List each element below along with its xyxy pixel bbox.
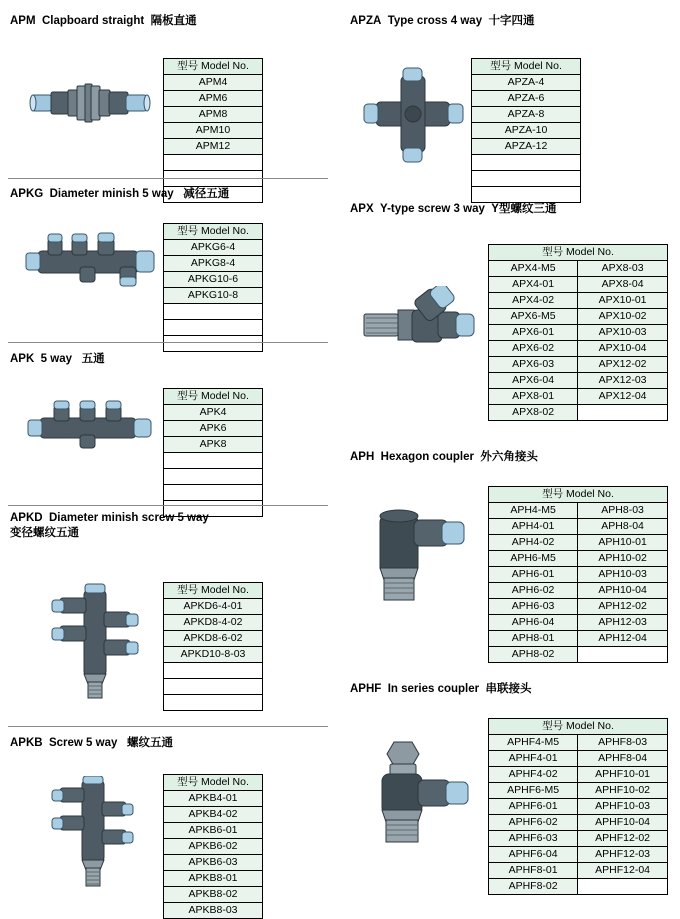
table-cell: APX10-04: [578, 341, 668, 357]
section-apx: [340, 200, 680, 416]
table-cell: APH4-01: [489, 519, 578, 535]
section-apk: [0, 350, 340, 511]
section-title-en: 5 way: [40, 353, 72, 365]
table-cell: APHF6-02: [489, 815, 578, 831]
table-cell: APHF6-M5: [489, 783, 578, 799]
table-cell: APX6-02: [489, 341, 578, 357]
section-title-cn: 隔板直通: [150, 15, 197, 27]
section-code: APHF: [350, 683, 382, 695]
table-cell: APH6-02: [489, 583, 578, 599]
section-divider: [8, 726, 328, 727]
table-cell: APH12-04: [578, 631, 668, 647]
table-row: APM8: [164, 107, 263, 123]
table-cell: APX10-01: [578, 293, 668, 309]
section-title-en: Diameter minish screw 5 way: [48, 512, 209, 524]
table-cell: APH6-01: [489, 567, 578, 583]
section-title-cn: 十字四通: [488, 15, 535, 27]
table-cell: APH4-02: [489, 535, 578, 551]
product-image-apza: [360, 66, 470, 166]
section-code: APK: [10, 353, 35, 365]
table-row: [164, 663, 263, 679]
table-cell: APX10-02: [578, 309, 668, 325]
table-cell: APHF6-04: [489, 847, 578, 863]
product-image-apx: [356, 286, 486, 366]
section-title-apk: [0, 350, 340, 366]
table-header: 型号 Model No.: [489, 245, 668, 261]
table-cell: APH10-04: [578, 583, 668, 599]
section-code: APKD: [10, 512, 43, 524]
table-cell: APH12-02: [578, 599, 668, 615]
section-code: APX: [350, 203, 374, 215]
table-cell: [578, 405, 668, 421]
table-cell: APH8-04: [578, 519, 668, 535]
table-header: 型号 Model No.: [164, 775, 263, 791]
section-title-aphf: [340, 680, 680, 696]
model-table-apkg: [163, 223, 263, 352]
table-cell: APH8-01: [489, 631, 578, 647]
section-title-apza: [340, 12, 680, 28]
section-aph: [340, 448, 680, 664]
table-row: APKB4-02: [164, 807, 263, 823]
table-header: 型号 Model No.: [489, 719, 668, 735]
table-cell: APH6-04: [489, 615, 578, 631]
product-image-apm: [26, 68, 156, 138]
model-table-aphf: [488, 718, 668, 895]
table-row: APKB6-01: [164, 823, 263, 839]
section-title-cn: 串联接头: [485, 683, 532, 695]
section-title-aph: [340, 448, 680, 464]
table-row: APKG10-6: [164, 272, 263, 288]
table-cell: APX4-01: [489, 277, 578, 293]
table-row: APKG6-4: [164, 240, 263, 256]
model-table-apk: [163, 388, 263, 517]
table-cell: APX10-03: [578, 325, 668, 341]
table-cell: APX6-M5: [489, 309, 578, 325]
section-divider: [8, 178, 328, 179]
table-cell: APHF8-03: [578, 735, 668, 751]
table-cell: [578, 647, 668, 663]
product-image-apkg: [20, 229, 160, 299]
section-apkg: [0, 185, 340, 351]
table-cell: APH10-02: [578, 551, 668, 567]
table-cell: APHF10-04: [578, 815, 668, 831]
table-row: APKD8-4-02: [164, 615, 263, 631]
section-title-apx: [340, 200, 680, 216]
table-row: [164, 485, 263, 501]
model-table-apkb: [163, 774, 263, 919]
table-row: APZA-10: [472, 123, 581, 139]
section-title-apkb: [0, 734, 340, 750]
product-image-apkb: [44, 776, 154, 896]
table-cell: APH10-03: [578, 567, 668, 583]
table-header: 型号 Model No.: [164, 389, 263, 405]
table-cell: APHF12-04: [578, 863, 668, 879]
section-title-cn: 螺纹五通: [126, 737, 173, 749]
table-row: APKB6-02: [164, 839, 263, 855]
section-title-en: In series coupler: [387, 683, 480, 695]
section-title-apkd: [0, 512, 340, 540]
section-title-cn: 外六角接头: [480, 451, 538, 463]
table-cell: APH6-03: [489, 599, 578, 615]
table-cell: APHF4-02: [489, 767, 578, 783]
table-cell: APHF12-03: [578, 847, 668, 863]
table-cell: APHF6-03: [489, 831, 578, 847]
table-row: [164, 304, 263, 320]
table-cell: APHF10-02: [578, 783, 668, 799]
table-cell: APX8-03: [578, 261, 668, 277]
table-cell: APH8-03: [578, 503, 668, 519]
table-cell: APH10-01: [578, 535, 668, 551]
section-divider: [8, 505, 328, 506]
table-cell: APX6-01: [489, 325, 578, 341]
product-image-apk: [24, 396, 154, 461]
table-cell: APX8-02: [489, 405, 578, 421]
table-cell: APHF4-M5: [489, 735, 578, 751]
table-row: [164, 469, 263, 485]
table-row: [472, 171, 581, 187]
table-row: APKG8-4: [164, 256, 263, 272]
table-row: APKD10-8-03: [164, 647, 263, 663]
table-row: [164, 155, 263, 171]
table-cell: APX8-04: [578, 277, 668, 293]
section-code: APKB: [10, 737, 43, 749]
table-cell: APX6-03: [489, 357, 578, 373]
section-code: APKG: [10, 188, 44, 200]
section-apza: [340, 12, 680, 188]
section-title-en: Clapboard straight: [41, 15, 145, 27]
section-title-cn: Y型螺纹三通: [491, 203, 557, 215]
table-cell: APHF12-02: [578, 831, 668, 847]
section-aphf: [340, 680, 680, 892]
table-cell: APH8-02: [489, 647, 578, 663]
table-cell: APHF6-01: [489, 799, 578, 815]
table-cell: APHF8-01: [489, 863, 578, 879]
table-row: APM6: [164, 91, 263, 107]
product-image-aph: [364, 504, 484, 604]
table-row: APZA-12: [472, 139, 581, 155]
table-cell: APX6-04: [489, 373, 578, 389]
table-row: APK4: [164, 405, 263, 421]
table-row: APK8: [164, 437, 263, 453]
table-cell: APHF10-03: [578, 799, 668, 815]
table-row: APKB8-02: [164, 887, 263, 903]
table-header: 型号 Model No.: [164, 224, 263, 240]
section-title-apkg: [0, 185, 340, 201]
table-row: APKD6-4-01: [164, 599, 263, 615]
table-row: APM12: [164, 139, 263, 155]
table-cell: APH4-M5: [489, 503, 578, 519]
table-row: APM4: [164, 75, 263, 91]
table-row: APK6: [164, 421, 263, 437]
section-apkb: [0, 734, 340, 916]
table-row: [164, 320, 263, 336]
table-header: 型号 Model No.: [489, 487, 668, 503]
table-row: APZA-8: [472, 107, 581, 123]
table-cell: APX12-02: [578, 357, 668, 373]
table-header: 型号 Model No.: [164, 583, 263, 599]
model-table-apkd: [163, 582, 263, 711]
table-header: 型号 Model No.: [472, 59, 581, 75]
section-title-en: Screw 5 way: [48, 737, 118, 749]
table-cell: APX4-M5: [489, 261, 578, 277]
table-row: APKD8-6-02: [164, 631, 263, 647]
model-table-apza: [471, 58, 581, 203]
model-table-apm: [163, 58, 263, 203]
product-image-apkd: [40, 582, 160, 702]
table-cell: APX12-04: [578, 389, 668, 405]
table-row: [164, 453, 263, 469]
table-header: 型号 Model No.: [164, 59, 263, 75]
section-title-en: Y-type screw 3 way: [380, 203, 485, 215]
table-cell: APHF8-02: [489, 879, 578, 895]
section-title-en: Type cross 4 way: [387, 15, 483, 27]
model-table-aph: [488, 486, 668, 663]
table-row: APZA-4: [472, 75, 581, 91]
table-cell: APH6-M5: [489, 551, 578, 567]
table-row: APKB6-03: [164, 855, 263, 871]
table-cell: APHF4-01: [489, 751, 578, 767]
table-row: APKB8-03: [164, 903, 263, 919]
table-row: [472, 155, 581, 171]
table-cell: APX8-01: [489, 389, 578, 405]
table-cell: APHF8-04: [578, 751, 668, 767]
table-cell: APX4-02: [489, 293, 578, 309]
section-title-cn: 减径五通: [183, 188, 230, 200]
table-row: APKB4-01: [164, 791, 263, 807]
table-row: APM10: [164, 123, 263, 139]
table-cell: APX12-03: [578, 373, 668, 389]
product-image-aphf: [364, 736, 484, 846]
section-code: APZA: [350, 15, 382, 27]
table-row: APKB8-01: [164, 871, 263, 887]
table-row: APZA-6: [472, 91, 581, 107]
table-cell: APH12-03: [578, 615, 668, 631]
section-code: APM: [10, 15, 36, 27]
section-apm: [0, 12, 340, 188]
section-title-cn: 五通: [81, 353, 105, 365]
table-row: [164, 679, 263, 695]
section-title-cn: 变径螺纹五通: [10, 527, 79, 539]
section-apkd: [0, 512, 340, 725]
model-table-apx: [488, 244, 668, 421]
table-cell: APHF10-01: [578, 767, 668, 783]
table-row: APKG10-8: [164, 288, 263, 304]
section-title-en: Diameter minish 5 way: [49, 188, 174, 200]
section-divider: [8, 342, 328, 343]
section-title-en: Hexagon coupler: [380, 451, 474, 463]
section-title-apm: [0, 12, 340, 28]
table-row: [164, 695, 263, 711]
section-code: APH: [350, 451, 375, 463]
